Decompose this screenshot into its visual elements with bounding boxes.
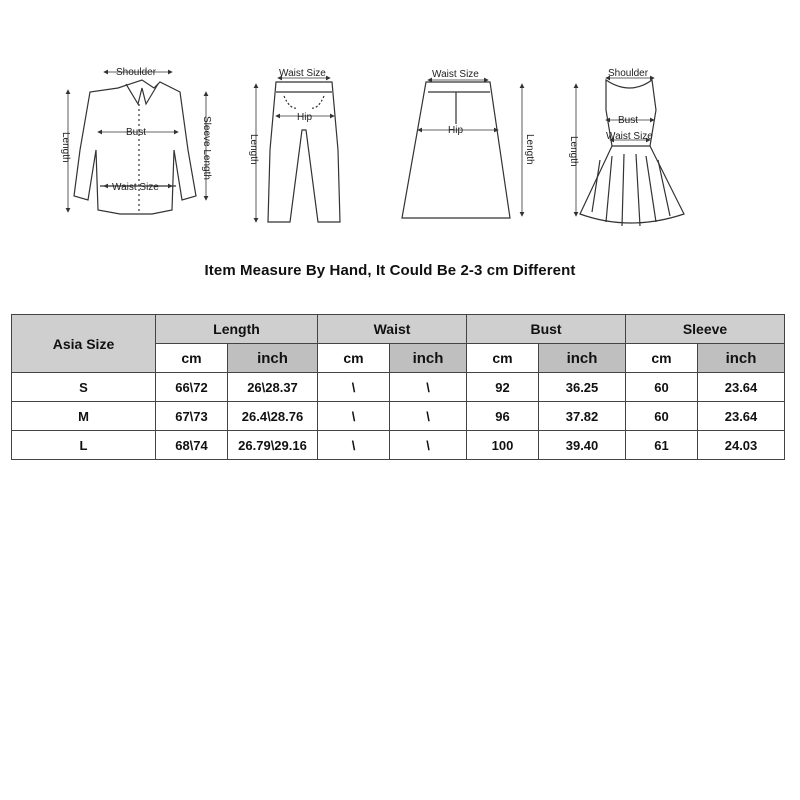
waist-inch-cell: \ xyxy=(390,431,467,460)
bust-inch-cell: 37.82 xyxy=(539,402,626,431)
length-header: Length xyxy=(156,315,318,344)
waist-header: Waist xyxy=(318,315,467,344)
shirt-figure xyxy=(74,80,196,214)
bust-cm-cell: 96 xyxy=(467,402,539,431)
table-row xyxy=(12,402,785,431)
waist-inch-cell: \ xyxy=(390,402,467,431)
length-inch-cell: 26.79\29.16 xyxy=(228,431,318,460)
unit-cm-header: cm xyxy=(626,344,698,373)
sleeve-inch-cell: 23.64 xyxy=(698,402,785,431)
bust-cm-cell: 100 xyxy=(467,431,539,460)
size-table xyxy=(11,314,785,460)
unit-cm-header: cm xyxy=(467,344,539,373)
sleeve-cm-cell: 60 xyxy=(626,402,698,431)
bust-header: Bust xyxy=(467,315,626,344)
measurement-illustrations xyxy=(0,0,800,240)
shirt-length-label: Length xyxy=(60,132,71,163)
asia-size-header: Asia Size xyxy=(12,315,156,373)
shirt-waist-label: Waist Size xyxy=(112,182,159,193)
sleeve-cm-cell: 60 xyxy=(626,373,698,402)
dress-waist-label: Waist Size xyxy=(606,131,653,142)
sleeve-cm-cell: 61 xyxy=(626,431,698,460)
unit-cm-header: cm xyxy=(318,344,390,373)
skirt-figure xyxy=(402,82,510,218)
sleeve-inch-cell: 23.64 xyxy=(698,373,785,402)
waist-inch-cell: \ xyxy=(390,373,467,402)
waist-cm-cell: \ xyxy=(318,402,390,431)
pants-length-label: Length xyxy=(248,134,259,165)
size-cell: S xyxy=(12,373,156,402)
skirt-waist-label: Waist Size xyxy=(432,69,479,80)
bust-inch-cell: 36.25 xyxy=(539,373,626,402)
length-cm-cell: 68\74 xyxy=(156,431,228,460)
dress-figure xyxy=(580,80,684,226)
waist-cm-cell: \ xyxy=(318,373,390,402)
skirt-length-label: Length xyxy=(524,134,535,165)
dress-shoulder-label: Shoulder xyxy=(608,68,649,79)
pants-figure xyxy=(268,82,340,222)
shirt-sleeve-label: Sleeve Length xyxy=(201,116,212,180)
pants-hip-label: Hip xyxy=(297,112,313,123)
dress-length-label: Length xyxy=(568,136,579,167)
shirt-bust-label: Bust xyxy=(126,127,147,138)
table-group-header-row xyxy=(12,315,785,344)
unit-inch-header: inch xyxy=(698,344,785,373)
dress-bust-label: Bust xyxy=(618,115,639,126)
unit-inch-header: inch xyxy=(390,344,467,373)
sleeve-header: Sleeve xyxy=(626,315,785,344)
sleeve-inch-cell: 24.03 xyxy=(698,431,785,460)
unit-cm-header: cm xyxy=(156,344,228,373)
skirt-hip-label: Hip xyxy=(448,125,464,136)
length-cm-cell: 66\72 xyxy=(156,373,228,402)
garment-diagrams xyxy=(0,0,800,240)
table-row xyxy=(12,373,785,402)
shirt-shoulder-label: Shoulder xyxy=(116,67,157,78)
length-inch-cell: 26\28.37 xyxy=(228,373,318,402)
size-cell: M xyxy=(12,402,156,431)
measurement-note: Item Measure By Hand, It Could Be 2-3 cm Different xyxy=(204,262,576,279)
length-inch-cell: 26.4\28.76 xyxy=(228,402,318,431)
unit-inch-header: inch xyxy=(228,344,318,373)
waist-cm-cell: \ xyxy=(318,431,390,460)
pants-waist-label: Waist Size xyxy=(279,68,326,79)
table-row xyxy=(12,431,785,460)
length-cm-cell: 67\73 xyxy=(156,402,228,431)
size-cell: L xyxy=(12,431,156,460)
bust-cm-cell: 92 xyxy=(467,373,539,402)
unit-inch-header: inch xyxy=(539,344,626,373)
bust-inch-cell: 39.40 xyxy=(539,431,626,460)
